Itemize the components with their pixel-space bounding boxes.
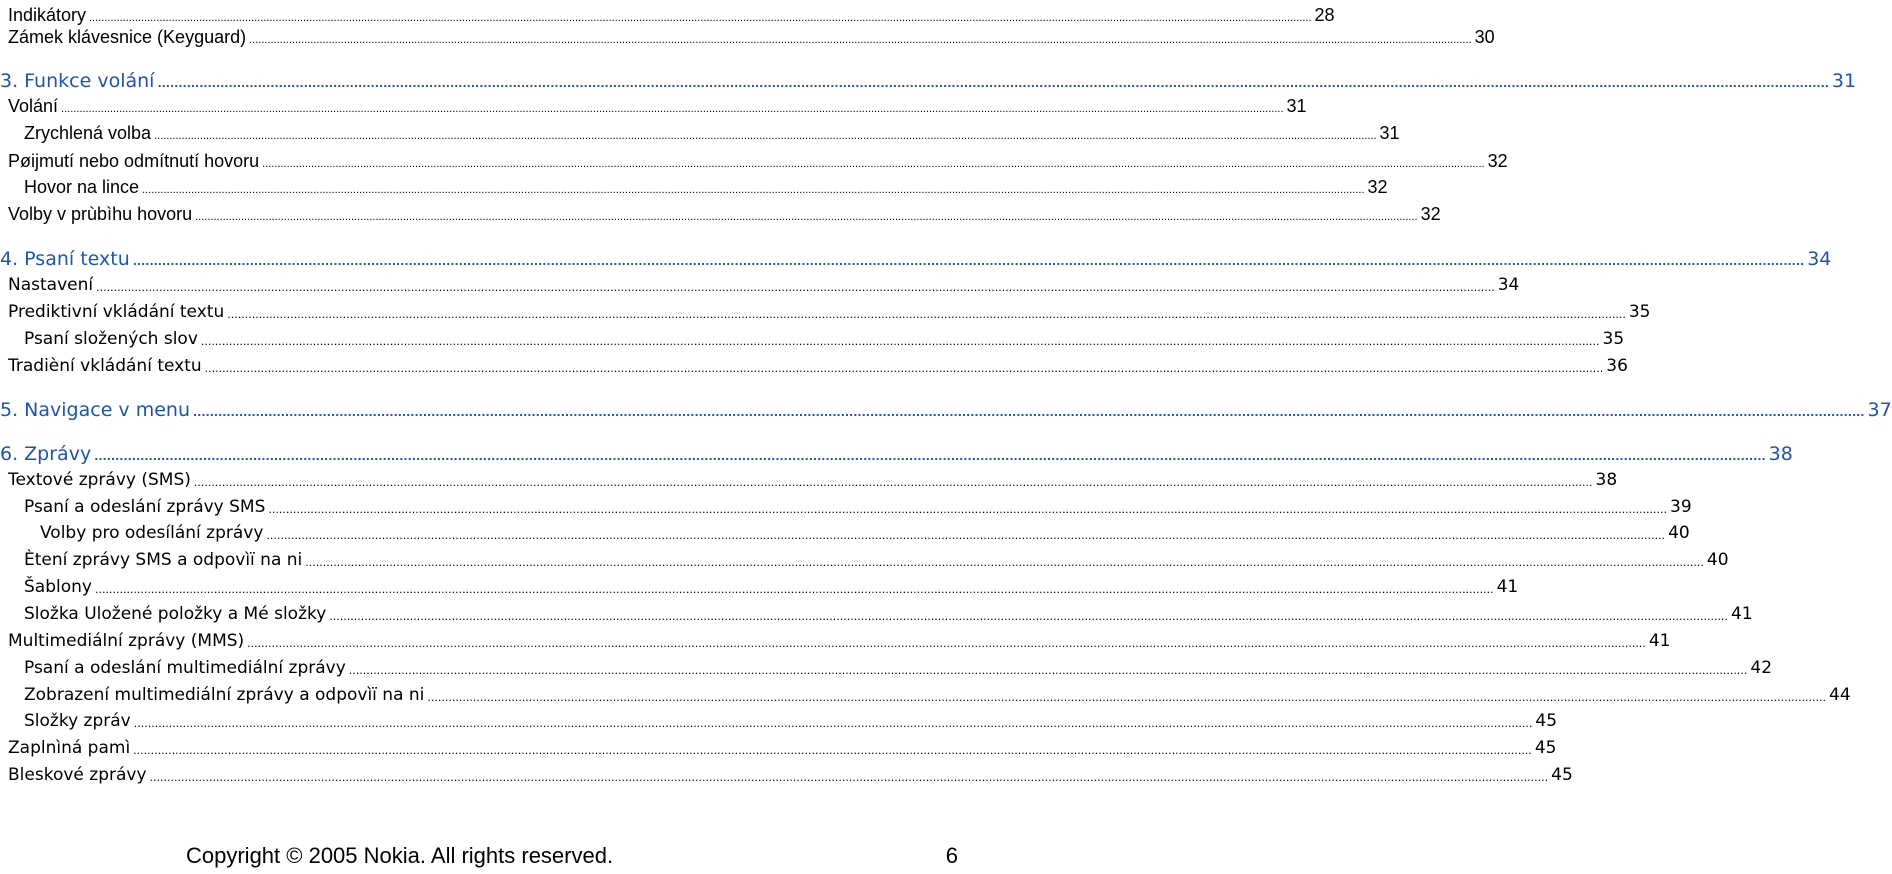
toc-entry-title: 5. Navigace v menu xyxy=(0,399,190,421)
toc-entry[interactable] xyxy=(0,492,1692,518)
toc-entry-page: 41 xyxy=(1730,604,1753,624)
toc-entry-title: Zaplnìná pamì xyxy=(8,738,131,758)
toc-entry[interactable] xyxy=(0,118,1400,144)
toc-entry-page: 31 xyxy=(1286,96,1307,116)
toc-entry-title: Volby v prùbìhu hovoru xyxy=(8,204,193,224)
toc-entry-page: 40 xyxy=(1706,550,1729,570)
dot-leader: ................................................................................................................................................................................................................................................................................................................................................................................................................ xyxy=(195,211,1418,223)
toc-entry-page: 35 xyxy=(1628,302,1651,322)
copyright-notice: Copyright © 2005 Nokia. All rights reserved. xyxy=(186,843,614,868)
toc-entry-title: Multimediální zprávy (MMS) xyxy=(8,631,245,651)
toc-entry-title: Textové zprávy (SMS) xyxy=(8,470,191,490)
toc-entry[interactable] xyxy=(0,324,1625,350)
dot-leader: ................................................................................................................................................................................................................................................................................................................................................................................................................ xyxy=(61,103,1284,115)
toc-entry-title: Složka Uložené položky a Mé složky xyxy=(24,604,327,624)
toc-entry-title: Ètení zprávy SMS a odpovìï na ni xyxy=(24,550,303,570)
toc-entry-title: Pøijmutí nebo odmítnutí hovoru xyxy=(8,151,260,171)
toc-entry-title: Psaní a odeslání multimediální zprávy xyxy=(24,658,346,678)
toc-entry[interactable] xyxy=(0,680,1851,706)
dot-leader: ................................................................................................................................................................................................................................................................................................................................................................................................................ xyxy=(227,308,1626,321)
toc-entry-page: 40 xyxy=(1668,523,1690,543)
toc-entry-page: 31 xyxy=(1831,70,1857,92)
toc-entry[interactable] xyxy=(0,22,1495,48)
dot-leader: ................................................................................................................................................................................................................................................................................................................................................................................................................ xyxy=(132,255,1805,268)
toc-entry-title: 4. Psaní textu xyxy=(0,248,130,270)
toc-entry-title: 3. Funkce volání xyxy=(0,70,155,92)
toc-entry-page: 38 xyxy=(1768,443,1793,465)
toc-entry-page: 45 xyxy=(1551,765,1573,785)
dot-leader: ................................................................................................................................................................................................................................................................................................................................................................................................................ xyxy=(94,583,1494,596)
toc-entry-page: 32 xyxy=(1487,151,1508,171)
toc-entry[interactable] xyxy=(0,653,1773,679)
toc-entry[interactable] xyxy=(0,706,1558,732)
toc-entry[interactable] xyxy=(0,146,1508,172)
dot-leader: ................................................................................................................................................................................................................................................................................................................................................................................................................ xyxy=(305,556,1704,569)
dot-leader: ................................................................................................................................................................................................................................................................................................................................................................................................................ xyxy=(427,691,1827,704)
toc-entry-page: 36 xyxy=(1606,356,1628,376)
dot-leader: ................................................................................................................................................................................................................................................................................................................................................................................................................ xyxy=(89,12,1312,24)
dot-leader: ................................................................................................................................................................................................................................................................................................................................................................................................................ xyxy=(133,717,1533,730)
dot-leader: ................................................................................................................................................................................................................................................................................................................................................................................................................ xyxy=(94,450,1766,463)
toc-chapter-entry[interactable] xyxy=(0,395,1892,421)
dot-leader: ................................................................................................................................................................................................................................................................................................................................................................................................................ xyxy=(157,77,1829,90)
toc-chapter-entry[interactable] xyxy=(0,439,1793,465)
dot-leader: ................................................................................................................................................................................................................................................................................................................................................................................................................ xyxy=(262,158,1485,170)
toc-entry[interactable] xyxy=(0,172,1388,198)
toc-entry-title: Zrychlená volba xyxy=(24,123,152,143)
toc-entry[interactable] xyxy=(0,599,1753,625)
toc-entry[interactable] xyxy=(0,572,1519,598)
dot-leader: ................................................................................................................................................................................................................................................................................................................................................................................................................ xyxy=(193,406,1865,419)
toc-entry-page: 42 xyxy=(1750,658,1773,678)
dot-leader: ................................................................................................................................................................................................................................................................................................................................................................................................................ xyxy=(96,281,1495,294)
toc-entry-page: 41 xyxy=(1496,577,1519,597)
toc-entry[interactable] xyxy=(0,545,1729,571)
toc-chapter-entry[interactable] xyxy=(0,244,1832,270)
toc-entry[interactable] xyxy=(0,351,1628,377)
toc-entry-title: Nastavení xyxy=(8,275,94,295)
toc-entry-title: Psaní a odeslání zprávy SMS xyxy=(24,497,266,517)
dot-leader: ................................................................................................................................................................................................................................................................................................................................................................................................................ xyxy=(204,362,1604,375)
toc-entry-page: 31 xyxy=(1379,123,1400,143)
dot-leader: ................................................................................................................................................................................................................................................................................................................................................................................................................ xyxy=(266,529,1666,542)
toc-entry[interactable] xyxy=(0,270,1520,296)
toc-entry-page: 32 xyxy=(1420,204,1441,224)
toc-entry-title: Prediktivní vkládání textu xyxy=(8,302,225,322)
toc-entry-page: 28 xyxy=(1314,5,1335,25)
toc-entry-title: Hovor na lince xyxy=(24,177,140,197)
toc-entry-page: 35 xyxy=(1602,329,1625,349)
toc-entry-title: Zámek klávesnice (Keyguard) xyxy=(8,27,247,47)
toc-entry-title: Psaní složených slov xyxy=(24,329,198,349)
toc-entry-page: 30 xyxy=(1474,27,1495,47)
toc-entry[interactable] xyxy=(0,199,1441,225)
toc-entry-title: Volání xyxy=(8,96,59,116)
toc-entry-page: 45 xyxy=(1535,711,1558,731)
dot-leader: ................................................................................................................................................................................................................................................................................................................................................................................................................ xyxy=(329,610,1728,623)
toc-entry[interactable] xyxy=(0,733,1557,759)
toc-entry-title: Indikátory xyxy=(8,5,87,25)
page-footer xyxy=(0,843,960,873)
toc-entry[interactable] xyxy=(0,760,1573,786)
dot-leader: ................................................................................................................................................................................................................................................................................................................................................................................................................ xyxy=(200,335,1600,348)
toc-entry-page: 32 xyxy=(1367,177,1388,197)
toc-entry-page: 44 xyxy=(1829,685,1851,705)
dot-leader: ................................................................................................................................................................................................................................................................................................................................................................................................................ xyxy=(149,771,1549,784)
dot-leader: ................................................................................................................................................................................................................................................................................................................................................................................................................ xyxy=(348,664,1748,677)
dot-leader: ................................................................................................................................................................................................................................................................................................................................................................................................................ xyxy=(268,503,1668,516)
dot-leader: ................................................................................................................................................................................................................................................................................................................................................................................................................ xyxy=(133,744,1532,757)
dot-leader: ................................................................................................................................................................................................................................................................................................................................................................................................................ xyxy=(193,476,1593,489)
toc-entry-title: Šablony xyxy=(24,577,92,597)
dot-leader: ................................................................................................................................................................................................................................................................................................................................................................................................................ xyxy=(142,184,1365,196)
toc-entry[interactable] xyxy=(0,465,1618,491)
toc-chapter-entry[interactable] xyxy=(0,66,1857,92)
toc-entry-title: Tradièní vkládání textu xyxy=(8,356,202,376)
dot-leader: ................................................................................................................................................................................................................................................................................................................................................................................................................ xyxy=(247,637,1646,650)
toc-entry-page: 38 xyxy=(1595,470,1618,490)
toc-entry-page: 41 xyxy=(1648,631,1671,651)
toc-entry-title: Bleskové zprávy xyxy=(8,765,147,785)
toc-entry-page: 34 xyxy=(1497,275,1520,295)
toc-entry-title: 6. Zprávy xyxy=(0,443,92,465)
dot-leader: ................................................................................................................................................................................................................................................................................................................................................................................................................ xyxy=(249,34,1472,46)
dot-leader: ................................................................................................................................................................................................................................................................................................................................................................................................................ xyxy=(154,130,1377,142)
toc-entry-page: 39 xyxy=(1670,497,1692,517)
toc-entry-title: Složky zpráv xyxy=(24,711,131,731)
toc-entry-page: 34 xyxy=(1807,248,1832,270)
toc-entry-page: 37 xyxy=(1867,399,1892,421)
toc-entry-title: Zobrazení multimediální zprávy a odpovìï na ni xyxy=(24,685,425,705)
toc-entry[interactable] xyxy=(0,518,1690,544)
page-number: 6 xyxy=(945,843,958,868)
toc-entry-page: 45 xyxy=(1534,738,1557,758)
toc-entry[interactable] xyxy=(0,626,1671,652)
toc-entry[interactable] xyxy=(0,91,1307,117)
toc-entry-title: Volby pro odesílání zprávy xyxy=(40,523,264,543)
toc-entry[interactable] xyxy=(0,297,1651,323)
